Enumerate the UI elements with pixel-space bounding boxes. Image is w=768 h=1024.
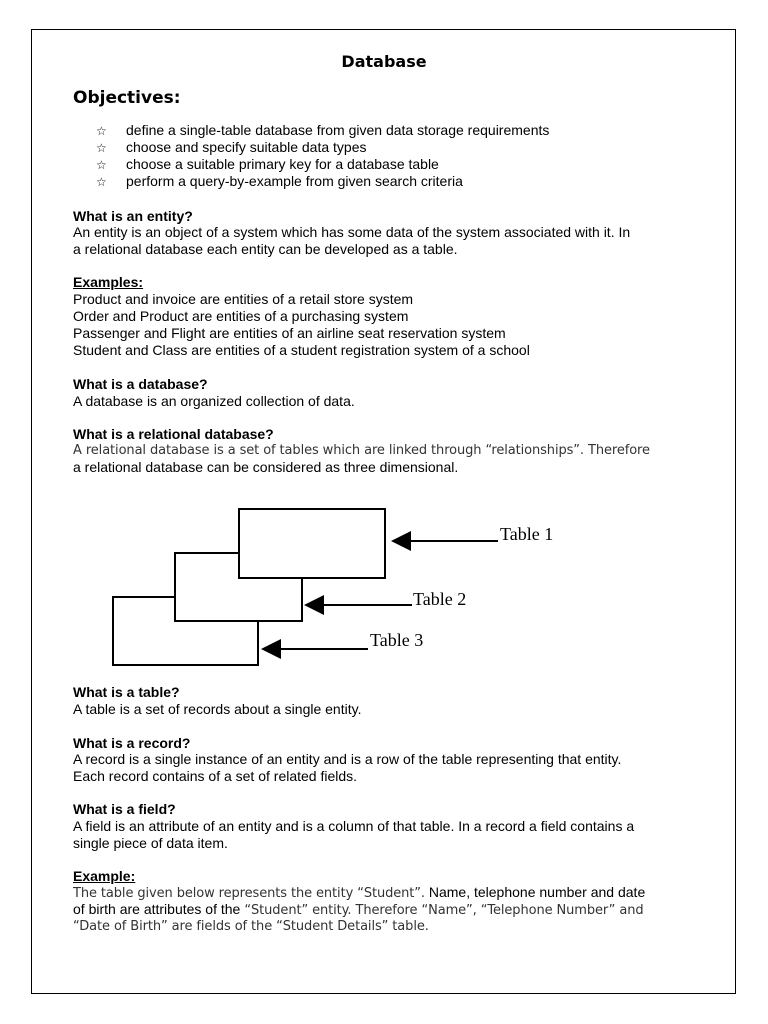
table-question: What is a table? — [73, 684, 180, 700]
objective-item: ☆ choose and specify suitable data types — [96, 139, 367, 155]
objective-item: ☆ define a single-table database from given data storage requirements — [96, 122, 550, 138]
field-question: What is a field? — [73, 801, 176, 817]
arrow-head-icon — [304, 595, 324, 615]
objectives-heading: Objectives: — [73, 88, 181, 108]
example-item: Order and Product are entities of a purchasing system — [73, 308, 409, 324]
example-item: Passenger and Flight are entities of an airline seat reservation system — [73, 325, 506, 341]
arrow-head-icon — [261, 639, 281, 659]
field-answer-line: single piece of data item. — [73, 835, 228, 851]
tables-diagram — [100, 500, 580, 675]
objective-item: ☆ perform a query-by-example from given search criteria — [96, 173, 463, 189]
example-text-line: of birth are attributes of the “Student” entity. Therefore “Name”, “Telephone Number” and — [73, 901, 644, 918]
entity-question: What is an entity? — [73, 208, 193, 224]
example-item: Product and invoice are entities of a retail store system — [73, 291, 414, 307]
example-heading: Example: — [73, 868, 136, 884]
table-1-box — [239, 509, 385, 578]
star-icon: ☆ — [96, 175, 107, 189]
entity-answer-line: a relational database each entity can be developed as a table. — [73, 241, 458, 257]
example-item: Student and Class are entities of a student registration system of a school — [73, 342, 530, 358]
database-answer: A database is an organized collection of data. — [73, 393, 355, 409]
star-icon: ☆ — [96, 158, 107, 172]
relational-answer-line: A relational database is a set of tables which are linked through “relationships”. Therefore — [73, 443, 650, 458]
relational-answer-line: a relational database can be considered as three dimensional. — [73, 459, 459, 475]
relational-question: What is a relational database? — [73, 426, 274, 442]
objective-item: ☆ choose a suitable primary key for a database table — [96, 156, 439, 172]
star-icon: ☆ — [96, 124, 107, 138]
star-icon: ☆ — [96, 141, 107, 155]
diagram-label: Table 2 — [413, 589, 467, 609]
entity-answer-line: An entity is an object of a system which has some data of the system associated with it. In — [73, 224, 631, 240]
diagram-label: Table 1 — [500, 524, 554, 544]
page-title: Database — [341, 52, 427, 71]
field-answer-line: A field is an attribute of an entity and is a column of that table. In a record a field contains a — [73, 818, 635, 834]
record-answer-line: A record is a single instance of an entity and is a row of the table representing that entity. — [73, 751, 622, 767]
database-question: What is a database? — [73, 376, 208, 392]
example-text-line: “Date of Birth” are fields of the “Student Details” table. — [73, 919, 429, 934]
example-text-line: The table given below represents the entity “Student”. Name, telephone number and date — [73, 884, 646, 901]
diagram-label: Table 3 — [370, 630, 424, 650]
table-answer: A table is a set of records about a single entity. — [73, 701, 362, 717]
record-question: What is a record? — [73, 735, 191, 751]
examples-heading: Examples: — [73, 274, 144, 290]
record-answer-line: Each record contains of a set of related fields. — [73, 768, 358, 784]
arrow-head-icon — [391, 531, 411, 551]
